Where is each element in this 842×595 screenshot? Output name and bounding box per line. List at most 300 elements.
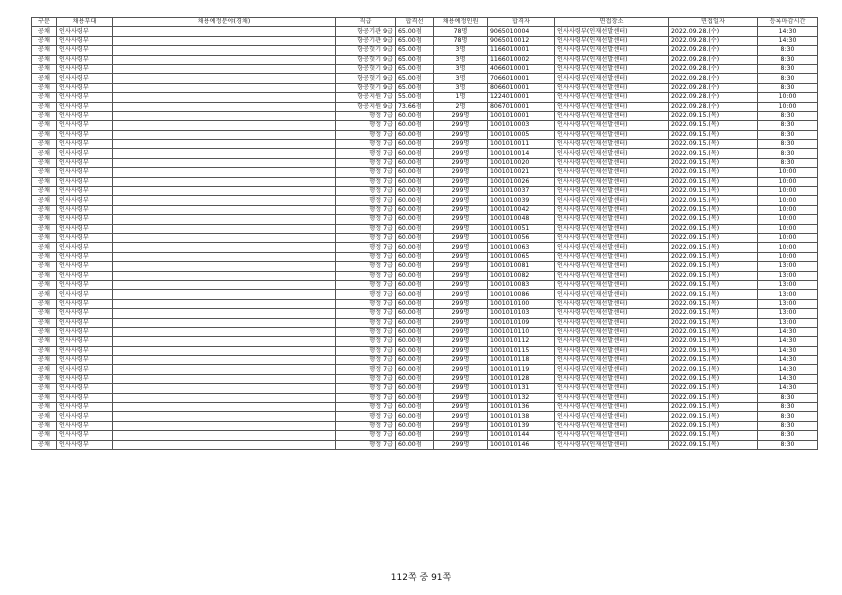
cell-deadline: 10:00 bbox=[758, 187, 818, 196]
col-header-applicant-id: 합격자 bbox=[488, 18, 555, 27]
cell-deadline: 8:30 bbox=[758, 64, 818, 73]
cell-cutoff: 65.00점 bbox=[396, 64, 434, 73]
cell-type: 공채 bbox=[32, 93, 57, 102]
cell-unit: 인사사령부 bbox=[57, 440, 113, 449]
cell-quota: 299명 bbox=[434, 130, 488, 139]
cell-deadline: 14:30 bbox=[758, 327, 818, 336]
cell-type: 공채 bbox=[32, 299, 57, 308]
table-row bbox=[32, 215, 818, 224]
cell-grade: 행정 7급 bbox=[336, 111, 396, 120]
cell-type: 공채 bbox=[32, 280, 57, 289]
cell-quota: 299명 bbox=[434, 233, 488, 242]
cell-grade: 행정 7급 bbox=[336, 205, 396, 214]
cell-field bbox=[113, 27, 336, 36]
table-row bbox=[32, 168, 818, 177]
cell-interview-date: 2022.09.15.(목) bbox=[669, 440, 758, 449]
cell-unit: 인사사령부 bbox=[57, 374, 113, 383]
cell-deadline: 14:30 bbox=[758, 36, 818, 45]
cell-field bbox=[113, 46, 336, 55]
cell-field bbox=[113, 346, 336, 355]
col-header-interview-place: 면접장소 bbox=[555, 18, 669, 27]
cell-interview-place: 인사사령부(인재선발센터) bbox=[555, 299, 669, 308]
cell-quota: 2명 bbox=[434, 102, 488, 111]
cell-field bbox=[113, 111, 336, 120]
cell-field bbox=[113, 205, 336, 214]
cell-field bbox=[113, 158, 336, 167]
cell-cutoff: 60.00점 bbox=[396, 215, 434, 224]
cell-unit: 인사사령부 bbox=[57, 196, 113, 205]
cell-type: 공채 bbox=[32, 412, 57, 421]
cell-applicant-id: 1001010136 bbox=[488, 403, 555, 412]
table-row bbox=[32, 431, 818, 440]
cell-unit: 인사사령부 bbox=[57, 64, 113, 73]
cell-deadline: 13:00 bbox=[758, 280, 818, 289]
cell-interview-place: 인사사령부(인재선발센터) bbox=[555, 83, 669, 92]
cell-type: 공채 bbox=[32, 327, 57, 336]
cell-cutoff: 60.00점 bbox=[396, 309, 434, 318]
cell-type: 공채 bbox=[32, 224, 57, 233]
cell-grade: 행정 7급 bbox=[336, 140, 396, 149]
cell-cutoff: 60.00점 bbox=[396, 403, 434, 412]
cell-applicant-id: 1166010001 bbox=[488, 46, 555, 55]
cell-interview-place: 인사사령부(인재선발센터) bbox=[555, 140, 669, 149]
cell-deadline: 8:30 bbox=[758, 121, 818, 130]
cell-deadline: 10:00 bbox=[758, 205, 818, 214]
cell-cutoff: 60.00점 bbox=[396, 130, 434, 139]
cell-type: 공채 bbox=[32, 121, 57, 130]
cell-deadline: 10:00 bbox=[758, 252, 818, 261]
cell-interview-place: 인사사령부(인재선발센터) bbox=[555, 224, 669, 233]
cell-type: 공채 bbox=[32, 393, 57, 402]
cell-quota: 299명 bbox=[434, 187, 488, 196]
cell-cutoff: 60.00점 bbox=[396, 111, 434, 120]
col-header-interview-date: 면접일자 bbox=[669, 18, 758, 27]
table-row bbox=[32, 55, 818, 64]
cell-quota: 299명 bbox=[434, 262, 488, 271]
cell-interview-date: 2022.09.28.(수) bbox=[669, 46, 758, 55]
cell-applicant-id: 4066010001 bbox=[488, 64, 555, 73]
cell-grade: 행정 7급 bbox=[336, 243, 396, 252]
table-row bbox=[32, 327, 818, 336]
cell-field bbox=[113, 177, 336, 186]
table-row bbox=[32, 149, 818, 158]
cell-deadline: 14:30 bbox=[758, 374, 818, 383]
cell-type: 공채 bbox=[32, 83, 57, 92]
cell-cutoff: 60.00점 bbox=[396, 168, 434, 177]
cell-cutoff: 60.00점 bbox=[396, 384, 434, 393]
table-row bbox=[32, 403, 818, 412]
cell-unit: 인사사령부 bbox=[57, 309, 113, 318]
cell-field bbox=[113, 196, 336, 205]
cell-deadline: 14:30 bbox=[758, 365, 818, 374]
cell-interview-date: 2022.09.15.(목) bbox=[669, 337, 758, 346]
cell-deadline: 10:00 bbox=[758, 243, 818, 252]
cell-interview-date: 2022.09.15.(목) bbox=[669, 290, 758, 299]
cell-grade: 행정 7급 bbox=[336, 215, 396, 224]
cell-cutoff: 60.00점 bbox=[396, 421, 434, 430]
cell-deadline: 14:30 bbox=[758, 356, 818, 365]
cell-quota: 299명 bbox=[434, 374, 488, 383]
cell-type: 공채 bbox=[32, 46, 57, 55]
cell-unit: 인사사령부 bbox=[57, 431, 113, 440]
cell-unit: 인사사령부 bbox=[57, 224, 113, 233]
col-header-cutoff: 합격선 bbox=[396, 18, 434, 27]
cell-grade: 행정 7급 bbox=[336, 384, 396, 393]
cell-interview-date: 2022.09.15.(목) bbox=[669, 205, 758, 214]
cell-field bbox=[113, 233, 336, 242]
cell-interview-date: 2022.09.15.(목) bbox=[669, 111, 758, 120]
cell-interview-date: 2022.09.15.(목) bbox=[669, 140, 758, 149]
cell-field bbox=[113, 121, 336, 130]
cell-interview-date: 2022.09.15.(목) bbox=[669, 393, 758, 402]
cell-unit: 인사사령부 bbox=[57, 149, 113, 158]
cell-field bbox=[113, 102, 336, 111]
cell-applicant-id: 1001010144 bbox=[488, 431, 555, 440]
cell-applicant-id: 1001010020 bbox=[488, 158, 555, 167]
cell-cutoff: 60.00점 bbox=[396, 187, 434, 196]
cell-quota: 299명 bbox=[434, 280, 488, 289]
cell-unit: 인사사령부 bbox=[57, 74, 113, 83]
cell-interview-place: 인사사령부(인재선발센터) bbox=[555, 215, 669, 224]
cell-quota: 3명 bbox=[434, 46, 488, 55]
cell-unit: 인사사령부 bbox=[57, 384, 113, 393]
cell-grade: 행정 7급 bbox=[336, 440, 396, 449]
cell-quota: 299명 bbox=[434, 243, 488, 252]
cell-field bbox=[113, 187, 336, 196]
cell-grade: 항공기관 9급 bbox=[336, 36, 396, 45]
table-row bbox=[32, 243, 818, 252]
cell-type: 공채 bbox=[32, 27, 57, 36]
cell-field bbox=[113, 299, 336, 308]
cell-unit: 인사사령부 bbox=[57, 403, 113, 412]
cell-grade: 항공헛기 9급 bbox=[336, 64, 396, 73]
cell-deadline: 13:00 bbox=[758, 290, 818, 299]
cell-applicant-id: 8067010001 bbox=[488, 102, 555, 111]
cell-unit: 인사사령부 bbox=[57, 327, 113, 336]
cell-interview-date: 2022.09.15.(목) bbox=[669, 327, 758, 336]
cell-interview-date: 2022.09.15.(목) bbox=[669, 187, 758, 196]
cell-applicant-id: 1001010056 bbox=[488, 233, 555, 242]
cell-cutoff: 60.00점 bbox=[396, 271, 434, 280]
cell-interview-date: 2022.09.15.(목) bbox=[669, 431, 758, 440]
cell-grade: 행정 7급 bbox=[336, 431, 396, 440]
cell-interview-place: 인사사령부(인재선발센터) bbox=[555, 74, 669, 83]
cell-interview-place: 인사사령부(인재선발센터) bbox=[555, 280, 669, 289]
cell-quota: 299명 bbox=[434, 365, 488, 374]
cell-interview-place: 인사사령부(인재선발센터) bbox=[555, 111, 669, 120]
cell-unit: 인사사령부 bbox=[57, 121, 113, 130]
cell-applicant-id: 1001010139 bbox=[488, 421, 555, 430]
cell-quota: 299명 bbox=[434, 168, 488, 177]
cell-unit: 인사사령부 bbox=[57, 55, 113, 64]
cell-cutoff: 55.00점 bbox=[396, 93, 434, 102]
cell-applicant-id: 1001010014 bbox=[488, 149, 555, 158]
cell-applicant-id: 1001010021 bbox=[488, 168, 555, 177]
cell-type: 공채 bbox=[32, 374, 57, 383]
cell-deadline: 14:30 bbox=[758, 384, 818, 393]
cell-interview-date: 2022.09.28.(수) bbox=[669, 36, 758, 45]
cell-applicant-id: 1001010083 bbox=[488, 280, 555, 289]
table-row bbox=[32, 74, 818, 83]
cell-field bbox=[113, 83, 336, 92]
table-row bbox=[32, 271, 818, 280]
cell-applicant-id: 1001010003 bbox=[488, 121, 555, 130]
cell-cutoff: 60.00점 bbox=[396, 318, 434, 327]
cell-interview-place: 인사사령부(인재선발센터) bbox=[555, 252, 669, 261]
cell-unit: 인사사령부 bbox=[57, 111, 113, 120]
cell-quota: 299명 bbox=[434, 431, 488, 440]
cell-deadline: 8:30 bbox=[758, 46, 818, 55]
cell-quota: 299명 bbox=[434, 299, 488, 308]
cell-quota: 299명 bbox=[434, 224, 488, 233]
cell-interview-place: 인사사령부(인재선발센터) bbox=[555, 318, 669, 327]
cell-grade: 행정 7급 bbox=[336, 280, 396, 289]
cell-quota: 78명 bbox=[434, 27, 488, 36]
col-header-type: 구분 bbox=[32, 18, 57, 27]
cell-applicant-id: 8066010001 bbox=[488, 83, 555, 92]
cell-interview-place: 인사사령부(인재선발센터) bbox=[555, 64, 669, 73]
cell-interview-date: 2022.09.28.(수) bbox=[669, 74, 758, 83]
cell-quota: 299명 bbox=[434, 327, 488, 336]
header-row bbox=[32, 18, 818, 27]
cell-deadline: 10:00 bbox=[758, 168, 818, 177]
table-row bbox=[32, 384, 818, 393]
cell-field bbox=[113, 243, 336, 252]
table-row bbox=[32, 46, 818, 55]
cell-grade: 행정 7급 bbox=[336, 412, 396, 421]
cell-unit: 인사사령부 bbox=[57, 299, 113, 308]
cell-interview-date: 2022.09.15.(목) bbox=[669, 280, 758, 289]
cell-applicant-id: 1001010128 bbox=[488, 374, 555, 383]
cell-applicant-id: 1001010026 bbox=[488, 177, 555, 186]
cell-interview-place: 인사사령부(인재선발센터) bbox=[555, 121, 669, 130]
cell-deadline: 10:00 bbox=[758, 215, 818, 224]
col-header-unit: 채용부대 bbox=[57, 18, 113, 27]
table-row bbox=[32, 233, 818, 242]
cell-unit: 인사사령부 bbox=[57, 356, 113, 365]
cell-type: 공채 bbox=[32, 290, 57, 299]
cell-interview-place: 인사사령부(인재선발센터) bbox=[555, 431, 669, 440]
cell-cutoff: 60.00점 bbox=[396, 337, 434, 346]
cell-interview-date: 2022.09.15.(목) bbox=[669, 318, 758, 327]
cell-cutoff: 60.00점 bbox=[396, 140, 434, 149]
cell-cutoff: 60.00점 bbox=[396, 280, 434, 289]
cell-interview-place: 인사사령부(인재선발센터) bbox=[555, 271, 669, 280]
cell-type: 공채 bbox=[32, 243, 57, 252]
cell-grade: 행정 7급 bbox=[336, 271, 396, 280]
cell-type: 공채 bbox=[32, 168, 57, 177]
cell-type: 공채 bbox=[32, 102, 57, 111]
cell-deadline: 8:30 bbox=[758, 130, 818, 139]
cell-interview-place: 인사사령부(인재선발센터) bbox=[555, 46, 669, 55]
cell-unit: 인사사령부 bbox=[57, 215, 113, 224]
cell-type: 공채 bbox=[32, 130, 57, 139]
cell-cutoff: 60.00점 bbox=[396, 365, 434, 374]
cell-grade: 행정 7급 bbox=[336, 374, 396, 383]
cell-unit: 인사사령부 bbox=[57, 252, 113, 261]
cell-type: 공채 bbox=[32, 158, 57, 167]
cell-interview-date: 2022.09.28.(수) bbox=[669, 102, 758, 111]
cell-applicant-id: 1001010119 bbox=[488, 365, 555, 374]
table-row bbox=[32, 393, 818, 402]
cell-interview-date: 2022.09.28.(수) bbox=[669, 27, 758, 36]
cell-deadline: 8:30 bbox=[758, 393, 818, 402]
cell-interview-place: 인사사령부(인재선발센터) bbox=[555, 205, 669, 214]
table-row bbox=[32, 318, 818, 327]
cell-unit: 인사사령부 bbox=[57, 140, 113, 149]
cell-type: 공채 bbox=[32, 55, 57, 64]
cell-type: 공채 bbox=[32, 431, 57, 440]
table-row bbox=[32, 187, 818, 196]
cell-grade: 행정 7급 bbox=[336, 158, 396, 167]
cell-cutoff: 60.00점 bbox=[396, 327, 434, 336]
table-row bbox=[32, 299, 818, 308]
cell-quota: 299명 bbox=[434, 149, 488, 158]
cell-interview-date: 2022.09.28.(수) bbox=[669, 83, 758, 92]
cell-interview-place: 인사사령부(인재선발센터) bbox=[555, 356, 669, 365]
cell-interview-place: 인사사령부(인재선발센터) bbox=[555, 233, 669, 242]
cell-unit: 인사사령부 bbox=[57, 337, 113, 346]
cell-deadline: 8:30 bbox=[758, 403, 818, 412]
cell-applicant-id: 1001010086 bbox=[488, 290, 555, 299]
cell-interview-place: 인사사령부(인재선발센터) bbox=[555, 365, 669, 374]
cell-grade: 행정 7급 bbox=[336, 290, 396, 299]
cell-cutoff: 60.00점 bbox=[396, 393, 434, 402]
cell-interview-date: 2022.09.15.(목) bbox=[669, 243, 758, 252]
cell-cutoff: 65.00점 bbox=[396, 27, 434, 36]
cell-interview-date: 2022.09.15.(목) bbox=[669, 421, 758, 430]
cell-cutoff: 65.00점 bbox=[396, 74, 434, 83]
cell-interview-date: 2022.09.15.(목) bbox=[669, 224, 758, 233]
cell-applicant-id: 1001010103 bbox=[488, 309, 555, 318]
cell-grade: 행정 7급 bbox=[336, 262, 396, 271]
cell-unit: 인사사령부 bbox=[57, 168, 113, 177]
cell-quota: 299명 bbox=[434, 121, 488, 130]
cell-interview-date: 2022.09.15.(목) bbox=[669, 309, 758, 318]
cell-applicant-id: 9065010012 bbox=[488, 36, 555, 45]
cell-applicant-id: 1001010042 bbox=[488, 205, 555, 214]
cell-cutoff: 60.00점 bbox=[396, 205, 434, 214]
cell-type: 공채 bbox=[32, 356, 57, 365]
cell-grade: 행정 7급 bbox=[336, 403, 396, 412]
cell-interview-place: 인사사령부(인재선발센터) bbox=[555, 36, 669, 45]
cell-interview-date: 2022.09.15.(목) bbox=[669, 299, 758, 308]
cell-interview-date: 2022.09.15.(목) bbox=[669, 374, 758, 383]
cell-interview-place: 인사사령부(인재선발센터) bbox=[555, 440, 669, 449]
cell-cutoff: 60.00점 bbox=[396, 158, 434, 167]
cell-deadline: 13:00 bbox=[758, 271, 818, 280]
cell-applicant-id: 1001010100 bbox=[488, 299, 555, 308]
cell-grade: 행정 7급 bbox=[336, 421, 396, 430]
cell-field bbox=[113, 168, 336, 177]
cell-cutoff: 60.00점 bbox=[396, 233, 434, 242]
cell-grade: 행정 7급 bbox=[336, 337, 396, 346]
table-row bbox=[32, 140, 818, 149]
cell-quota: 299명 bbox=[434, 140, 488, 149]
cell-type: 공채 bbox=[32, 36, 57, 45]
cell-interview-place: 인사사령부(인재선발센터) bbox=[555, 243, 669, 252]
cell-deadline: 10:00 bbox=[758, 102, 818, 111]
cell-interview-place: 인사사령부(인재선발센터) bbox=[555, 384, 669, 393]
cell-type: 공채 bbox=[32, 262, 57, 271]
cell-applicant-id: 1001010138 bbox=[488, 412, 555, 421]
cell-interview-place: 인사사령부(인재선발센터) bbox=[555, 374, 669, 383]
cell-grade: 행정 7급 bbox=[336, 318, 396, 327]
cell-applicant-id: 1001010051 bbox=[488, 224, 555, 233]
cell-unit: 인사사령부 bbox=[57, 233, 113, 242]
cell-interview-date: 2022.09.28.(수) bbox=[669, 64, 758, 73]
cell-type: 공채 bbox=[32, 149, 57, 158]
cell-type: 공채 bbox=[32, 64, 57, 73]
cell-deadline: 8:30 bbox=[758, 440, 818, 449]
cell-applicant-id: 1001010063 bbox=[488, 243, 555, 252]
cell-cutoff: 60.00점 bbox=[396, 149, 434, 158]
cell-field bbox=[113, 93, 336, 102]
table-row bbox=[32, 262, 818, 271]
cell-interview-date: 2022.09.28.(수) bbox=[669, 93, 758, 102]
col-header-quota: 채용예정인원 bbox=[434, 18, 488, 27]
cell-field bbox=[113, 55, 336, 64]
cell-interview-place: 인사사령부(인재선발센터) bbox=[555, 55, 669, 64]
cell-applicant-id: 1166010002 bbox=[488, 55, 555, 64]
cell-quota: 3명 bbox=[434, 64, 488, 73]
cell-interview-place: 인사사령부(인재선발센터) bbox=[555, 177, 669, 186]
cell-cutoff: 60.00점 bbox=[396, 356, 434, 365]
cell-field bbox=[113, 412, 336, 421]
table-row bbox=[32, 252, 818, 261]
table-row bbox=[32, 309, 818, 318]
cell-interview-place: 인사사령부(인재선발센터) bbox=[555, 337, 669, 346]
cell-applicant-id: 9065010004 bbox=[488, 27, 555, 36]
cell-grade: 행정 7급 bbox=[336, 130, 396, 139]
cell-type: 공채 bbox=[32, 252, 57, 261]
cell-type: 공채 bbox=[32, 309, 57, 318]
cell-deadline: 14:30 bbox=[758, 346, 818, 355]
cell-deadline: 13:00 bbox=[758, 262, 818, 271]
cell-applicant-id: 1001010082 bbox=[488, 271, 555, 280]
interview-schedule-table bbox=[31, 17, 818, 450]
cell-field bbox=[113, 64, 336, 73]
cell-deadline: 10:00 bbox=[758, 196, 818, 205]
cell-type: 공채 bbox=[32, 205, 57, 214]
cell-type: 공채 bbox=[32, 177, 57, 186]
table-row bbox=[32, 346, 818, 355]
cell-applicant-id: 1001010115 bbox=[488, 346, 555, 355]
cell-deadline: 8:30 bbox=[758, 431, 818, 440]
cell-unit: 인사사령부 bbox=[57, 177, 113, 186]
cell-field bbox=[113, 318, 336, 327]
cell-deadline: 10:00 bbox=[758, 177, 818, 186]
cell-quota: 299명 bbox=[434, 290, 488, 299]
cell-quota: 3명 bbox=[434, 83, 488, 92]
cell-cutoff: 60.00점 bbox=[396, 224, 434, 233]
cell-grade: 행정 7급 bbox=[336, 346, 396, 355]
cell-field bbox=[113, 252, 336, 261]
cell-applicant-id: 1001010037 bbox=[488, 187, 555, 196]
cell-applicant-id: 1001010109 bbox=[488, 318, 555, 327]
cell-cutoff: 60.00점 bbox=[396, 252, 434, 261]
cell-interview-place: 인사사령부(인재선발센터) bbox=[555, 327, 669, 336]
cell-applicant-id: 1001010110 bbox=[488, 327, 555, 336]
cell-applicant-id: 1001010131 bbox=[488, 384, 555, 393]
cell-cutoff: 60.00점 bbox=[396, 262, 434, 271]
table-row bbox=[32, 121, 818, 130]
cell-interview-date: 2022.09.15.(목) bbox=[669, 149, 758, 158]
cell-field bbox=[113, 384, 336, 393]
cell-grade: 항공헛기 9급 bbox=[336, 46, 396, 55]
table-row bbox=[32, 93, 818, 102]
cell-applicant-id: 1224010001 bbox=[488, 93, 555, 102]
